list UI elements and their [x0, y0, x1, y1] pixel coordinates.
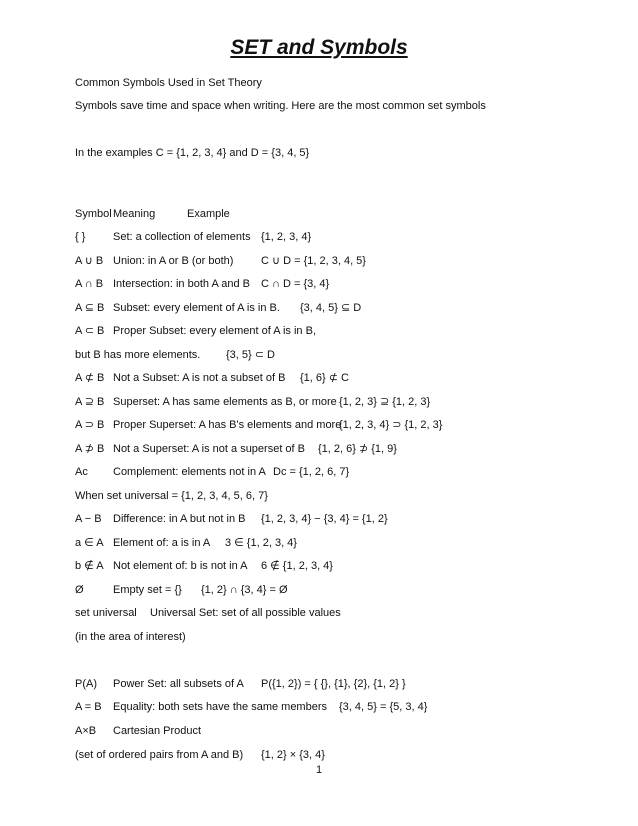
- row-symbol: A ⊅ B: [75, 443, 105, 455]
- row-example: 3 ∈ {1, 2, 3, 4}: [225, 537, 297, 549]
- row-meaning: Not a Superset: A is not a superset of B: [113, 443, 306, 455]
- row-meaning: Not element of: b is not in A: [113, 560, 248, 572]
- row-meaning: Difference: in A but not in B: [113, 513, 246, 525]
- page-title: SET and Symbols: [230, 36, 408, 59]
- row-meaning: Subset: every element of A is in B.: [113, 302, 280, 314]
- intro-line: Symbols save time and space when writing. Here are the most common set symbols: [75, 100, 486, 112]
- row-example: {3, 5} ⊂ D: [226, 349, 275, 361]
- page-number: 1: [315, 764, 323, 776]
- row-example: {1, 2, 3} ⊇ {1, 2, 3}: [339, 396, 431, 408]
- row-example: Dc = {1, 2, 6, 7}: [273, 466, 350, 478]
- row-meaning: Element of: a is in A: [113, 537, 211, 549]
- row-symbol: A ⊂ B: [75, 325, 105, 337]
- row-symbol: set universal: [75, 607, 137, 619]
- intro-line: Common Symbols Used in Set Theory: [75, 77, 262, 89]
- row-example: P({1, 2}) = { {}, {1}, {2}, {1, 2} }: [261, 678, 406, 690]
- row-meaning: but B has more elements.: [75, 349, 201, 361]
- row-symbol: A = B: [75, 701, 102, 713]
- row-example: {1, 2, 3, 4} ⊃ {1, 2, 3}: [339, 419, 443, 431]
- row-symbol: Ø: [75, 584, 84, 596]
- row-meaning: Equality: both sets have the same members: [113, 701, 327, 713]
- row-symbol: A ⊃ B: [75, 419, 105, 431]
- header-symbol: Symbol: [75, 208, 112, 220]
- row-meaning: Proper Subset: every element of A is in B,: [113, 325, 316, 337]
- row-meaning: Set: a collection of elements: [113, 231, 251, 243]
- row-example: {1, 2, 3, 4}: [261, 231, 312, 243]
- row-meaning: Not a Subset: A is not a subset of B: [113, 372, 286, 384]
- row-symbol: A ⊆ B: [75, 302, 105, 314]
- row-example: {1, 6} ⊄ C: [300, 372, 349, 384]
- row-example: {1, 2} ∩ {3, 4} = Ø: [201, 584, 288, 596]
- row-example: {1, 2, 3, 4} − {3, 4} = {1, 2}: [261, 513, 388, 525]
- row-meaning: Empty set = {}: [113, 584, 182, 596]
- row-symbol: b ∉ A: [75, 560, 104, 572]
- row-symbol: a ∈ A: [75, 537, 104, 549]
- row-symbol: A ∩ B: [75, 278, 104, 290]
- row-meaning: Cartesian Product: [113, 725, 202, 737]
- row-meaning: (set of ordered pairs from A and B): [75, 749, 244, 761]
- table-row: [75, 616, 186, 658]
- row-example: {3, 4, 5} ⊆ D: [300, 302, 362, 314]
- row-meaning: Universal Set: set of all possible values: [150, 607, 341, 619]
- header-meaning: Meaning: [113, 208, 156, 220]
- row-example: C ∪ D = {1, 2, 3, 4, 5}: [261, 255, 366, 267]
- row-example: {1, 2, 6} ⊅ {1, 9}: [318, 443, 397, 455]
- row-symbol: A ⊄ B: [75, 372, 105, 384]
- row-meaning: When set universal = {1, 2, 3, 4, 5, 6, 7}: [75, 490, 268, 502]
- row-meaning: Proper Superset: A has B's elements and more: [113, 419, 342, 431]
- row-meaning: Intersection: in both A and B: [113, 278, 250, 290]
- row-example: C ∩ D = {3, 4}: [261, 278, 330, 290]
- row-symbol: { }: [75, 231, 86, 243]
- row-symbol: A ∪ B: [75, 255, 104, 267]
- row-meaning: Superset: A has same elements as B, or more: [113, 396, 337, 408]
- row-meaning: Union: in A or B (or both): [113, 255, 234, 267]
- row-symbol: P(A): [75, 678, 97, 690]
- row-symbol: A ⊇ B: [75, 396, 105, 408]
- row-symbol: A − B: [75, 513, 102, 525]
- row-meaning: Power Set: all subsets of A: [113, 678, 244, 690]
- header-example: Example: [187, 208, 230, 220]
- row-example: {1, 2} × {3, 4}: [261, 749, 325, 761]
- row-example: {3, 4, 5} = {5, 3, 4}: [339, 701, 428, 713]
- row-example: 6 ∉ {1, 2, 3, 4}: [261, 560, 333, 572]
- row-symbol: Ac: [75, 466, 88, 478]
- intro-line: In the examples C = {1, 2, 3, 4} and D = {3, 4, 5}: [75, 147, 310, 159]
- row-symbol: A×B: [75, 725, 97, 737]
- row-meaning: (in the area of interest): [75, 631, 186, 643]
- row-meaning: Complement: elements not in A: [113, 466, 266, 478]
